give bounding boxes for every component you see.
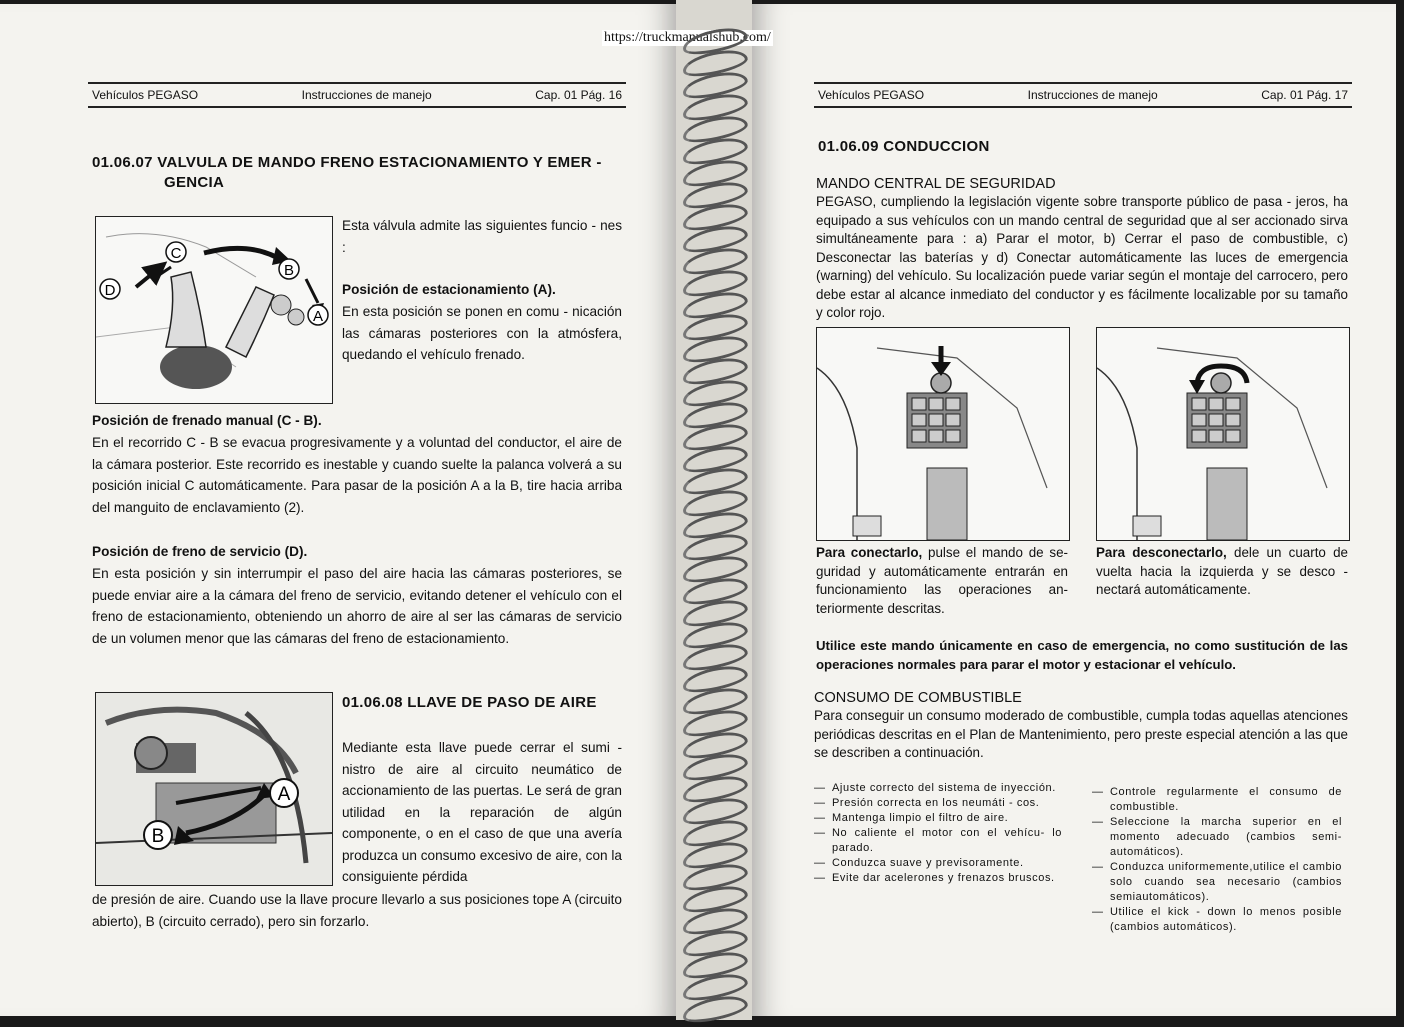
list-item: — Mantenga limpio el filtro de aire.: [814, 811, 1062, 826]
svg-text:A: A: [312, 308, 324, 325]
safety-control-text: PEGASO, cumpliendo la legislación vigente sobre transporte público de pasa - jeros, ha equipado a sus vehículos con un mando central de seguridad que al ser accionado sirva simultáneamente para : a) Parar el motor, b) Cerrar el paso de combustible, c) Desconectar las baterías y d) Conectar automáticamente las luces de emergencia (warning) del vehículo. Su localización puede variar según el montaje del carrocero, pero debe estar al alcance inmediato del conductor y es fácilmente localizable por su tamaño y color rojo.: [816, 194, 1348, 320]
connect-drawing: [817, 328, 1069, 540]
header-brand: Vehículos PEGASO: [92, 88, 199, 102]
parking-position-text: En esta posición se ponen en comu - nicación las cámaras posteriores con la atmósfera, quedando el vehículo frenado.: [342, 304, 622, 362]
svg-text:A: A: [277, 784, 291, 805]
header-brand: Vehículos PEGASO: [818, 88, 925, 102]
list-item: — Presión correcta en los neumáti - cos.: [814, 796, 1062, 811]
brake-valve-illustration: [95, 216, 333, 404]
parking-position-title: Posición de estacionamiento (A).: [342, 282, 556, 297]
list-item: — No caliente el motor con el vehícu- lo parado.: [814, 826, 1062, 856]
connect-illustration: [816, 327, 1070, 541]
list-item: — Controle regularmente el consumo de combustible.: [1092, 785, 1342, 815]
label-a: [308, 305, 328, 325]
air-valve-text-cont: de presión de aire. Cuando use la llave procure llevarlo a sus posiciones tope A (circuito abierto), B (circuito cerrado), pero sin forzarlo.: [92, 892, 622, 929]
fuel-tips-left: [814, 781, 1062, 886]
left-page: [0, 4, 676, 1016]
list-item: — Conduzca suave y previsoramente.: [814, 856, 1062, 871]
section-title-valve: 01.06.07 VALVULA DE MANDO FRENO ESTACIONAMIENTO Y EMER -: [92, 154, 602, 171]
label-closed: [144, 821, 172, 849]
header-manual-title: Instrucciones de manejo: [1027, 88, 1158, 102]
connect-caption-lead: Para conectarlo,: [816, 545, 923, 560]
safety-control-title: MANDO CENTRAL DE SEGURIDAD: [816, 176, 1056, 192]
header-page-number: Cap. 01 Pág. 17: [1261, 88, 1348, 102]
list-item: — Conduzca uniformemente,utilice el cambio solo cuando sea necesario (cambios semiautomáticos).: [1092, 860, 1342, 905]
list-item: — Evite dar acelerones y frenazos bruscos.: [814, 871, 1062, 886]
service-brake-title: Posición de freno de servicio (D).: [92, 544, 308, 559]
manual-brake-text: En el recorrido C - B se evacua progresivamente y a voluntad del conductor, el aire de la cámara posterior. Este recorrido es inestable y cuando suelte la palanca volverá a su posición inicial C automáticamente. Para pasar de la posición A a la B, tire hacia arriba del manguito de enclavamiento (2).: [92, 435, 622, 515]
list-item: — Utilice el kick - down lo menos posible (cambios automáticos).: [1092, 905, 1342, 935]
disconnect-illustration: [1096, 327, 1350, 541]
header-page-number: Cap. 01 Pág. 16: [535, 88, 622, 102]
label-c: [166, 242, 186, 262]
fuel-consumption-title: CONSUMO DE COMBUSTIBLE: [814, 690, 1022, 706]
disconnect-caption: [1096, 544, 1348, 600]
section-title-valve-cont: GENCIA: [164, 174, 225, 191]
header-manual-title: Instrucciones de manejo: [301, 88, 432, 102]
label-d: [100, 279, 120, 299]
service-brake-text: En esta posición y sin interrumpir el paso del aire hacia las cámaras posteriores, se puede enviar aire a la cámara del freno de servicio, evitando detener el vehículo con el freno de estacionamiento, obteniendo un ahorro de aire al ser las cámaras de servicio de un volumen menor que las cámaras del freno de estacionamiento.: [92, 566, 622, 646]
right-page-header: [814, 82, 1352, 108]
air-valve-illustration: [95, 692, 333, 886]
svg-text:B: B: [151, 826, 165, 847]
section-title-driving: 01.06.09 CONDUCCION: [818, 138, 990, 155]
valve-intro: Esta válvula admite las siguientes funcio - nes :: [342, 218, 622, 255]
right-page: [752, 4, 1396, 1016]
section-title-air-valve: 01.06.08 LLAVE DE PASO DE AIRE: [342, 694, 597, 711]
air-valve-text: Mediante esta llave puede cerrar el sumi - nistro de aire al circuito neumático de accionamiento de las puertas. Le será de gran utilidad en la reparación de algún componente, o en el caso de que una avería produzca un consumo excesivo de aire, con la consiguiente pérdida: [342, 740, 622, 884]
disconnect-caption-lead: Para desconectarlo,: [1096, 545, 1227, 560]
disconnect-drawing: [1097, 328, 1349, 540]
list-item: — Seleccione la marcha superior en el momento adecuado (cambios semi- automáticos).: [1092, 815, 1342, 860]
connect-caption-text: pulse el mando de se- guridad y automáticamente entrarán en funcionamiento las operaciones an- teriormente descritas.: [816, 545, 1068, 616]
brake-valve-drawing: [96, 217, 332, 403]
fuel-consumption-text: Para conseguir un consumo moderado de combustible, cumpla todas aquellas atenciones periódicas descritas en el Plan de Mantenimiento, pero preste especial atención a las que se describen a continuación.: [814, 708, 1348, 760]
label-b: [279, 259, 299, 279]
list-item: — Ajuste correcto del sistema de inyección.: [814, 781, 1062, 796]
svg-text:D: D: [104, 282, 116, 299]
connect-caption: [816, 544, 1068, 618]
emergency-warning: Utilice este mando únicamente en caso de emergencia, no como sustitución de las operaciones normales para parar el motor y estacionar el vehículo.: [816, 638, 1348, 672]
disconnect-caption-text: dele un cuarto de vuelta hacia la izquierda y se desco - nectará automáticamente.: [1096, 545, 1348, 597]
svg-text:C: C: [170, 245, 182, 262]
source-url[interactable]: https://truckmanualshub.com/: [604, 30, 771, 45]
air-valve-drawing: [96, 693, 332, 885]
left-page-header: [88, 82, 626, 108]
manual-brake-title: Posición de frenado manual (C - B).: [92, 413, 322, 428]
fuel-tips-right: [1092, 785, 1342, 935]
label-open: [270, 779, 298, 807]
svg-text:B: B: [283, 262, 295, 279]
